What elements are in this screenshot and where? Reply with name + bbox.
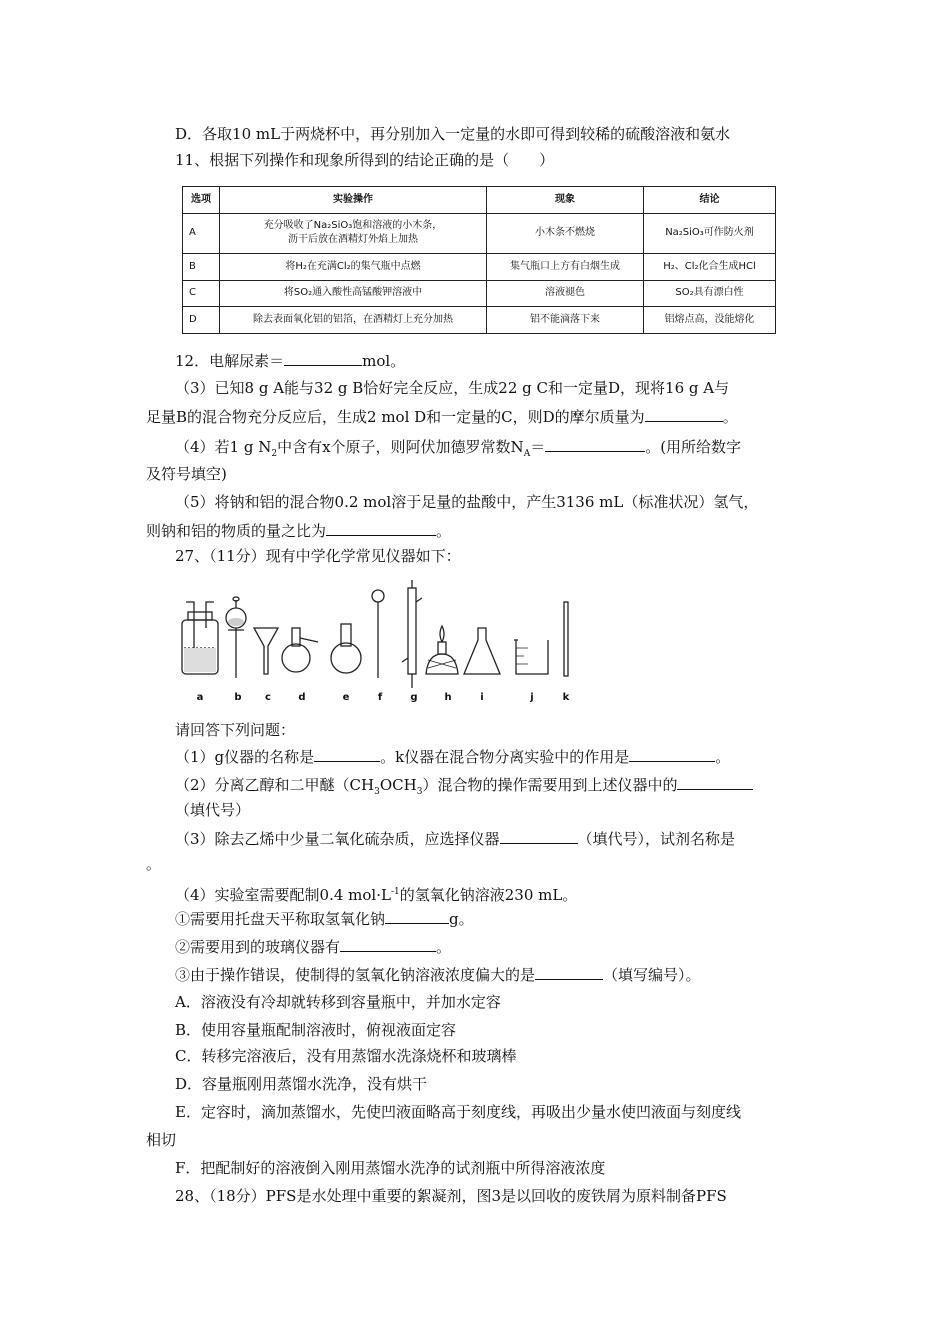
table-row: [183, 213, 776, 253]
q3-line-2: 足量B的混合物充分反应后，生成2 mol D和一定量的C，则D的摩尔质量为 。: [146, 408, 738, 426]
label-g: g: [410, 692, 418, 703]
row-conclusion: SO₂具有漂白性: [644, 280, 776, 307]
label-d: d: [298, 692, 306, 703]
row-operation: 将SO₂通入酸性高锰酸钾溶液中: [220, 280, 487, 307]
header-operation: 实验操作: [220, 187, 487, 214]
distilling-flask-icon: [282, 628, 318, 672]
table-row: [183, 307, 776, 334]
row-operation: 充分吸收了Na₂SiO₃饱和溶液的小木条， 沥干后放在酒精灯外焰上加热: [220, 213, 487, 253]
table-row: [183, 280, 776, 307]
q27-3-line-2: 。: [146, 855, 162, 873]
label-e: e: [342, 692, 350, 703]
apparatus-figure: [176, 578, 586, 704]
label-k: k: [562, 692, 570, 703]
funnel-icon: [254, 628, 278, 674]
choice-d: D．容量瓶刚用蒸馏水洗净，没有烘干: [175, 1075, 428, 1093]
option-d-line: D．各取10 mL于两烧杯中，再分别加入一定量的水即可得到较稀的硫酸溶液和氨水: [175, 125, 731, 143]
ask-line: 请回答下列问题：: [175, 721, 296, 739]
q27-3-line-1: （3）除去乙烯中少量二氧化硫杂质，应选择仪器 （填代号），试剂名称是: [175, 830, 736, 848]
row-conclusion: Na₂SiO₃可作防火剂: [644, 213, 776, 253]
label-j: j: [530, 692, 534, 703]
label-c: c: [265, 692, 271, 703]
label-f: f: [377, 692, 383, 703]
choice-a: A．溶液没有冷却就转移到容量瓶中，并加水定容: [175, 993, 501, 1011]
long-neck-funnel-icon: [372, 590, 384, 678]
q3-line-1: （3）已知8 g A能与32 g B恰好完全反应，生成22 g C和一定量D，现将16 g A与: [175, 379, 730, 397]
label-h: h: [444, 692, 452, 703]
question-11: 11、根据下列操作和现象所得到的结论正确的是（ ）: [175, 151, 555, 169]
beaker-icon: [514, 640, 548, 674]
gas-washing-bottle-icon: [182, 602, 218, 674]
condenser-icon: [402, 580, 422, 688]
q5-line-2: 则钠和铝的物质的量之比为 。: [146, 522, 452, 540]
label-a: a: [196, 692, 204, 703]
row-operation: 将H₂在充满Cl₂的集气瓶中点燃: [220, 253, 487, 280]
row-option: B: [183, 253, 220, 280]
table-row: [183, 253, 776, 280]
question-28: 28、（18分）PFS是水处理中重要的絮凝剂，图3是以回收的废铁屑为原料制备PFS: [175, 1187, 727, 1205]
q5-line-1: （5）将钠和铝的混合物0.2 mol溶于足量的盐酸中，产生3136 mL（标准状况）氢气，: [175, 493, 759, 511]
conical-flask-icon: [464, 628, 500, 674]
q27-2-line-1: （2）分离乙醇和二甲醚$(CH_3OCH_3)$混合物的操作需要用到上述仪器中的: [175, 774, 753, 802]
separatory-funnel-icon: [226, 597, 246, 678]
row-phenomenon: 铝不能滴落下来: [487, 307, 644, 334]
round-bottom-flask-icon: [331, 624, 361, 673]
alcohol-lamp-icon: [426, 626, 458, 674]
question-27: 27、（11分）现有中学化学常见仪器如下：: [175, 547, 461, 565]
q27-1: （1）g仪器的名称是 。k仪器在混合物分离实验中的作用是 。: [175, 748, 731, 766]
row-phenomenon: 溶液褪色: [487, 280, 644, 307]
row-phenomenon: 集气瓶口上方有白烟生成: [487, 253, 644, 280]
sub-question-1: ①需要用托盘天平称取氢氧化钠 g。: [175, 910, 474, 928]
row-phenomenon: 小木条不燃烧: [487, 213, 644, 253]
choice-b: B．使用容量瓶配制溶液时，俯视液面定容: [175, 1021, 457, 1039]
row-option: D: [183, 307, 220, 334]
row-option: C: [183, 280, 220, 307]
table-header-row: [183, 187, 776, 214]
question-12: 12．电解尿素＝ mol。: [175, 352, 406, 370]
experiment-table: [182, 186, 776, 334]
row-option: A: [183, 213, 220, 253]
header-conclusion: 结论: [644, 187, 776, 214]
sub-question-2: ②需要用到的玻璃仪器有 。: [175, 938, 452, 956]
choice-e-line-1: E．定容时，滴加蒸馏水，先使凹液面略高于刻度线，再吸出少量水使凹液面与刻度线: [175, 1103, 741, 1121]
row-conclusion: H₂、Cl₂化合生成HCl: [644, 253, 776, 280]
header-phenomenon: 现象: [487, 187, 644, 214]
q27-2-line-2: （填代号）: [175, 801, 251, 819]
row-conclusion: 铝熔点高，没能熔化: [644, 307, 776, 334]
label-i: i: [480, 692, 484, 703]
q4-line-2: 及符号填空): [146, 465, 227, 483]
q27-4: （4）实验室需要配制0.4 $mol\cdot L^{-1}$的氢氧化钠溶液230 mL。: [175, 886, 578, 904]
row-operation: 除去表面氧化铝的铝箔，在酒精灯上充分加热: [220, 307, 487, 334]
choice-c: C．转移完溶液后，没有用蒸馏水洗涤烧杯和玻璃棒: [175, 1047, 517, 1065]
q4-line-1: （4）若1 g $N_2$中含有x个原子，则阿伏加德罗常数$N_A=$ 。(用所给数字: [175, 438, 742, 459]
choice-e-line-2: 相切: [146, 1131, 177, 1149]
sub-question-3: ③由于操作错误，使制得的氢氧化钠溶液浓度偏大的是 （填写编号）。: [175, 966, 701, 984]
label-b: b: [234, 692, 242, 703]
header-option: 选项: [183, 187, 220, 214]
choice-f: F．把配制好的溶液倒入刚用蒸馏水洗净的试剂瓶中所得溶液浓度: [175, 1159, 606, 1177]
glass-rod-icon: [564, 602, 568, 676]
